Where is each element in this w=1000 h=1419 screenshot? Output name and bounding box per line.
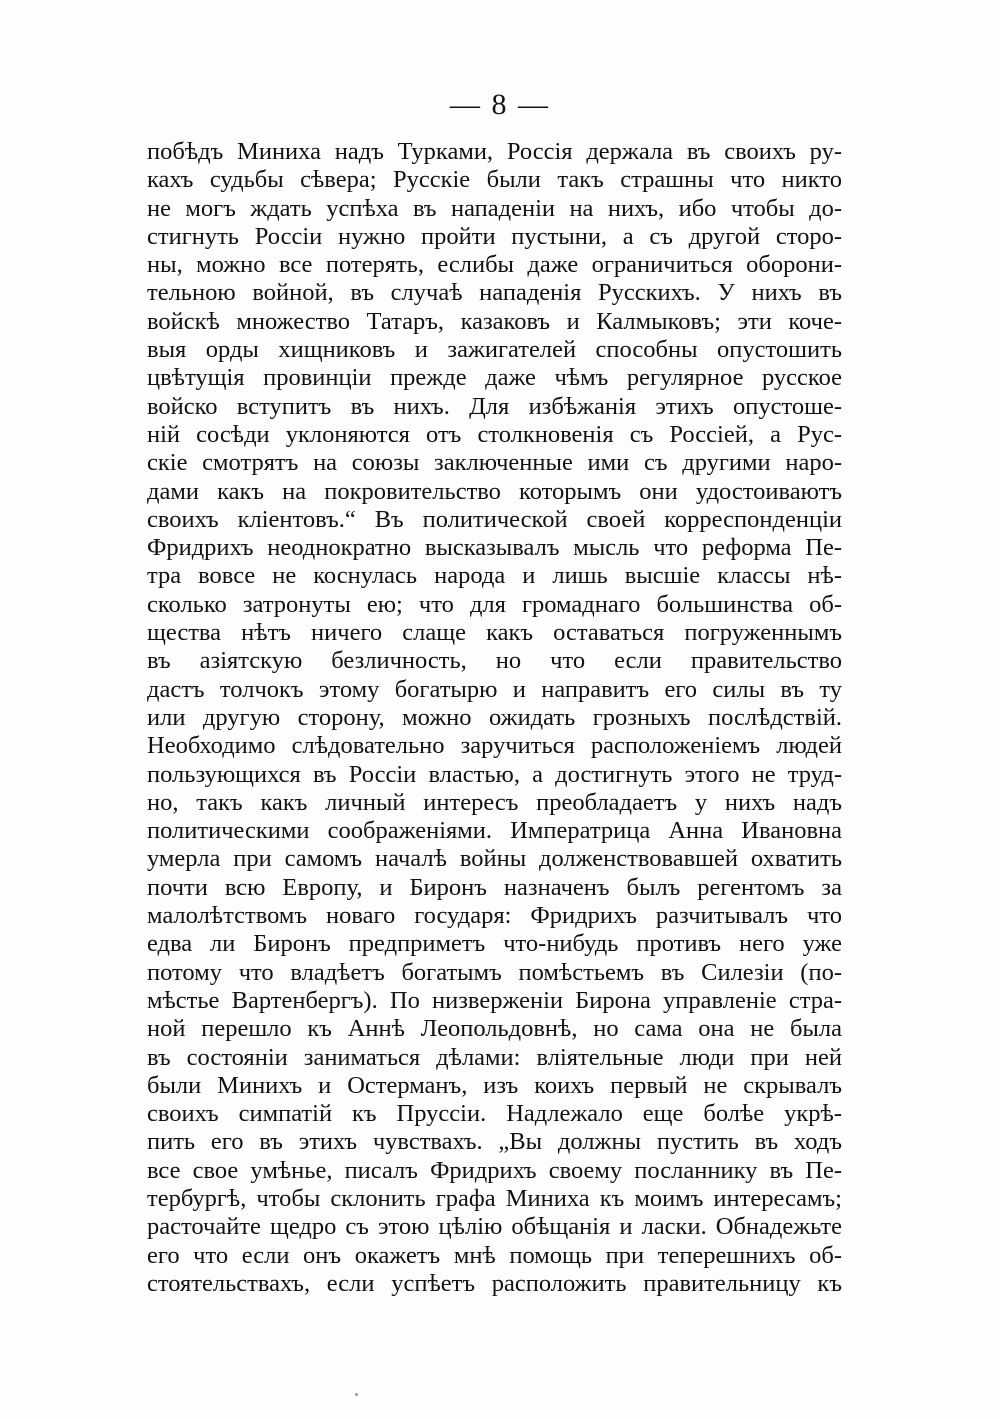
text-line: щества нѣтъ ничего слаще какъ оставаться погруженнымъ [147, 619, 842, 647]
text-line: въ состояніи заниматься дѣлами: вліятельные люди при ней [147, 1043, 842, 1071]
text-line: едва ли Биронъ предприметъ что-нибудь противъ него уже [147, 930, 842, 958]
text-line: дами какъ на покровительство которымъ они удостоиваютъ [147, 477, 842, 505]
text-line: ны, можно все потерять, еслибы даже ограничиться оборони- [147, 251, 842, 279]
text-line: умерла при самомъ началѣ войны долженствовавшей охватить [147, 845, 842, 873]
text-line: войскѣ множество Татаръ, казаковъ и Калмыковъ; эти коче- [147, 307, 842, 335]
text-line: или другую сторону, можно ожидать грозныхъ послѣдствій. [147, 703, 842, 731]
text-line: ній сосѣди уклоняются отъ столкновенія съ Россіей, а Рус- [147, 420, 842, 448]
text-line: тербургѣ, чтобы склонить графа Миниха къ моимъ интересамъ; [147, 1184, 842, 1212]
text-line: ной перешло къ Аннѣ Леопольдовнѣ, но сама она не была [147, 1015, 842, 1043]
text-line: выя орды хищниковъ и зажигателей способны опустошить [147, 336, 842, 364]
text-line: Фридрихъ неоднократно высказывалъ мысль что реформа Пе- [147, 534, 842, 562]
text-line: почти всю Европу, и Биронъ назначенъ былъ регентомъ за [147, 873, 842, 901]
text-line: но, такъ какъ личный интересъ преобладаетъ у нихъ надъ [147, 788, 842, 816]
text-line: дастъ толчокъ этому богатырю и направитъ его силы въ ту [147, 675, 842, 703]
text-line: стоятельствахъ, если успѣетъ расположить правительницу къ [147, 1269, 842, 1297]
text-line: тельною войной, въ случаѣ нападенія Русскихъ. У нихъ въ [147, 279, 842, 307]
print-speck [355, 1393, 358, 1396]
text-line: Необходимо слѣдовательно заручиться расположеніемъ людей [147, 732, 842, 760]
text-line: побѣдъ Миниха надъ Турками, Россія держала въ своихъ ру- [147, 138, 842, 165]
text-line: тра вовсе не коснулась народа и лишь высшіе классы нѣ- [147, 562, 842, 590]
text-line: пить его въ этихъ чувствахъ. „Вы должны пустить въ ходъ [147, 1128, 842, 1156]
text-line: не могъ ждать успѣха въ нападеніи на нихъ, ибо чтобы до- [147, 194, 842, 222]
text-line: малолѣтствомъ новаго государя: Фридрихъ разчитывалъ что [147, 902, 842, 930]
text-line: своихъ кліентовъ.“ Въ политической своей корреспонденціи [147, 505, 842, 533]
page-number: — 8 — [450, 88, 550, 121]
text-line: стигнуть Россіи нужно пройти пустыни, а съ другой сторо- [147, 222, 842, 250]
text-line: сколько затронуты ею; что для громаднаго большинства об- [147, 590, 842, 618]
text-line: своихъ симпатій къ Пруссіи. Надлежало еще болѣе укрѣ- [147, 1100, 842, 1128]
text-line: въ азіятскую безличность, но что если правительство [147, 647, 842, 675]
text-line: были Минихъ и Остерманъ, изъ коихъ первый не скрывалъ [147, 1071, 842, 1099]
text-line: политическими соображеніями. Императрица Анна Ивановна [147, 817, 842, 845]
text-line: пользующихся въ Россіи властью, а достигнуть этого не труд- [147, 760, 842, 788]
text-line: кахъ судьбы сѣвера; Русскіе были такъ страшны что никто [147, 166, 842, 194]
text-line: все свое умѣнье, писалъ Фридрихъ своему посланнику въ Пе- [147, 1156, 842, 1184]
text-line: войско вступитъ въ нихъ. Для избѣжанія этихъ опустоше- [147, 392, 842, 420]
text-line: цвѣтущія провинціи прежде даже чѣмъ регулярное русское [147, 364, 842, 392]
body-text [147, 138, 842, 1298]
text-line: мѣстье Вартенбергъ). По низверженіи Бирона управленіе стра- [147, 986, 842, 1014]
text-line: скіе смотрятъ на союзы заключенные ими съ другими наро- [147, 449, 842, 477]
text-line: расточайте щедро съ этою цѣлію обѣщанія и ласки. Обнадежьте [147, 1213, 842, 1241]
text-line: его что если онъ окажетъ мнѣ помощь при теперешнихъ об- [147, 1241, 842, 1269]
text-line: потому что владѣетъ богатымъ помѣстьемъ въ Силезіи (по- [147, 958, 842, 986]
